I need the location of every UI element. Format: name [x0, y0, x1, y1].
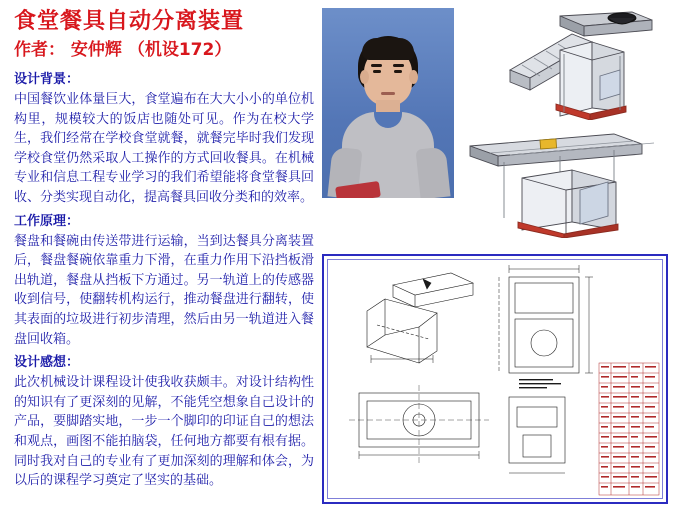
- author-line: 作者： 安仲辉 （机设172）: [14, 40, 232, 60]
- photo-ear-right: [409, 70, 418, 84]
- section-body-background: 中国餐饮业体量巨大，食堂遍布在大大小小的单位机构里，规模较大的饭店也随处可见。作为在校大学生，我们经常在学校食堂就餐，就餐完毕时我们发现学校食堂仍然采取人工操作的方式回收餐具。在机械专业和信息工程专业学习的我们希望能将食堂餐具回收、分类实现自动化，提高餐具回收分类和的效率。: [14, 92, 314, 205]
- author-photo: [322, 8, 454, 198]
- page-title: 食堂餐具自动分离装置: [14, 9, 245, 34]
- cad-drawing-panel: [322, 254, 668, 504]
- section-heading-background: 设计背景：: [14, 72, 80, 87]
- section-body-principle: 餐盘和餐碗由传送带进行运输，当到达餐具分离装置后，餐盘餐碗依靠重力下滑，在重力作用下沿挡板滑出轨道，餐盘从挡板下方通过。另一轨道上的传感器收到信号，使翻转机构运行，推动餐盘进行翻转，使其表面的垃圾进行初步清理，然后由另一轨道进入餐盘回收箱。: [14, 233, 314, 347]
- text-column: [14, 8, 314, 504]
- photo-brow-left: [371, 64, 382, 67]
- section-heading-principle: 工作原理：: [14, 213, 80, 229]
- photo-eye-right: [394, 70, 402, 73]
- visual-column: [322, 8, 668, 504]
- top-visual-row: [322, 8, 668, 245]
- section-body-reflection: 此次机械设计课程设计使我收获颇丰。对设计结构性的知识有了更深刻的见解，不能凭空想象自己设计的产品，要脚踏实地，一步一个脚印的印证自己的想法和观点，画图不能拍脑袋，任何地方都要有根有据。同时我对自己的专业有了更加深刻的理解和体会，为以后的课程学习奠定了坚实的基础。: [14, 375, 314, 489]
- render-image-1: [464, 8, 668, 120]
- photo-mouth: [381, 92, 395, 95]
- photo-ear-left: [360, 70, 369, 84]
- render-image-2: [464, 126, 668, 238]
- photo-brow-right: [393, 64, 404, 67]
- section-heading-reflection: 设计感想：: [14, 355, 80, 371]
- photo-fringe: [362, 38, 414, 60]
- photo-eye-left: [373, 70, 381, 73]
